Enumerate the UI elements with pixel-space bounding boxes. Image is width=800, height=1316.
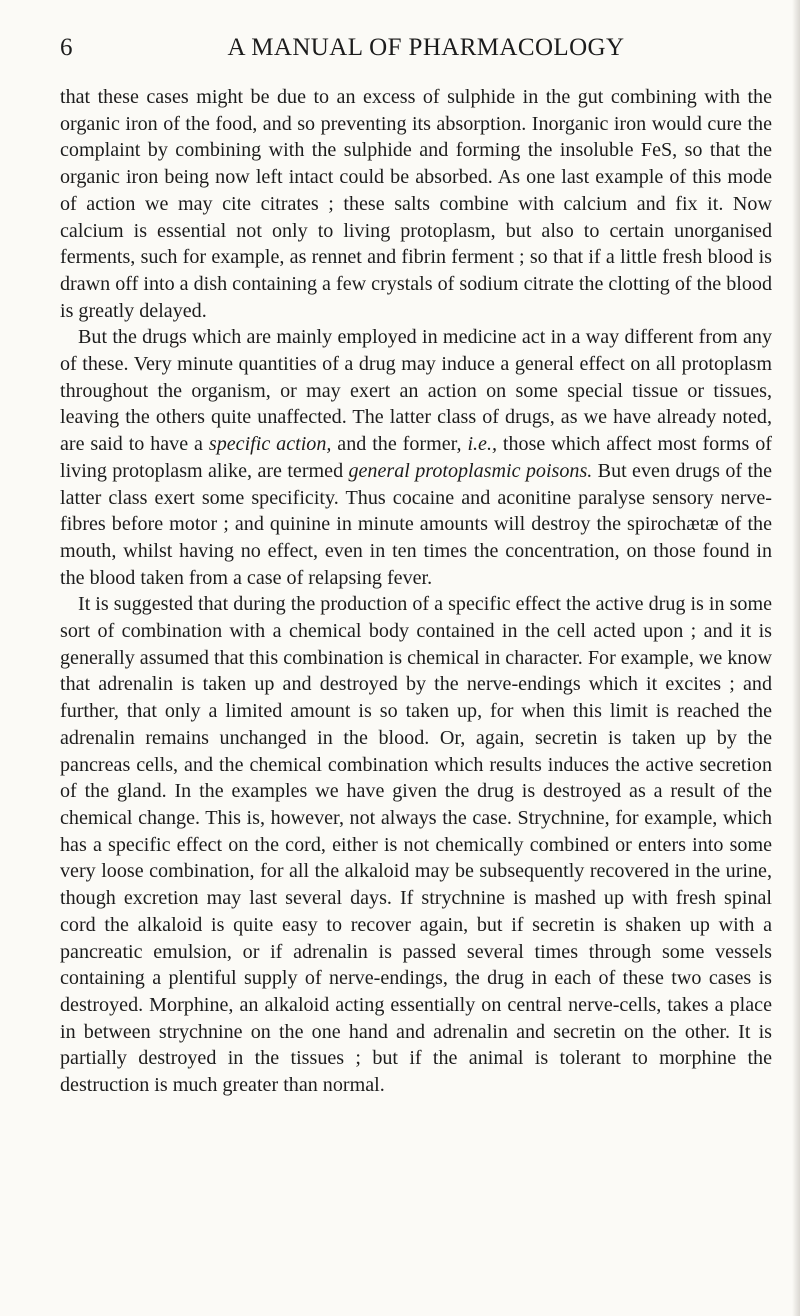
term-specific-action: specific action, [208, 433, 332, 456]
paragraph-2-text-b: and the former, [331, 433, 468, 456]
paragraph-3 [60, 591, 772, 1098]
paragraph-1 [60, 84, 772, 324]
term-general-protoplasmic-poisons: general protoplasmic poisons. [348, 459, 593, 482]
paragraph-2-text-d: But even drugs of the latter class exert some specificity. Thus cocaine and aconitine paralyse sensory nerve-fibres before motor ; and quinine in minute amounts will destroy the spirochætæ of the mouth, whilst having no effect, even in ten times the concentration, on those found in the blood taken from a case of relapsing fever. [60, 459, 772, 589]
abbr-ie: i.e., [467, 433, 498, 456]
book-page [60, 34, 772, 1099]
paragraph-1-text: that these cases might be due to an excess of sulphide in the gut combining with the organic iron of the food, and so preventing its absorption. Inorganic iron would cure the complaint by combining with the sulphide and forming the insoluble FeS, so that the organic iron being now left intact could be absorbed. As one last example of this mode of action we may cite citrates ; these salts combine with calcium and fix it. Now calcium is essential not only to living protoplasm, but also to certain unorganised ferments, such for example, as rennet and fibrin ferment ; so that if a little fresh blood is drawn off into a dish containing a few crystals of sodium citrate the clotting of the blood is greatly delayed. [60, 86, 772, 322]
page-edge-shadow [792, 0, 800, 1316]
paragraph-3-text: It is suggested that during the production of a specific effect the active drug is in some sort of combination with a chemical body contained in the cell acted upon ; and it is generally assumed that this combination is chemical in character. For example, we know that adrenalin is taken up and destroyed by the nerve-endings which it excites ; and further, that only a limited amount is so taken up, for when this limit is reached the adrenalin remains unchanged in the blood. Or, again, secretin is taken up by the pancreas cells, and the chemical combination which results induces the active secretion of the gland. In the examples we have given the drug is destroyed as a result of the chemical change. This is, however, not always the case. Strychnine, for example, which has a specific effect on the cord, either is not chemically combined or enters into some very loose combination, for all the alkaloid may be subsequently recovered in the urine, though excretion may last several days. If strychnine is mashed up with fresh spinal cord the alkaloid is quite easy to recover again, but if secretin is shaken up with a pancreatic emulsion, or if adrenalin is passed several times through some vessels containing a plentiful supply of nerve-endings, the drug in each of these two cases is destroyed. Morphine, an alkaloid acting essentially on central nerve-cells, takes a place in between strychnine on the one hand and adrenalin and secretin on the other. It is partially destroyed in the tissues ; but if the animal is tolerant to morphine the destruction is much greater than normal. [60, 593, 772, 1097]
running-title: A MANUAL OF PHARMACOLOGY [227, 34, 625, 61]
paragraph-2-text-a: But the drugs which are mainly employed in medicine act in a way different from any of these. Very minute quantities of a drug may induce a general effect on all protoplasm throughout the organism, or may exert an action on some special tissue or tissues, leaving the others quite unaffected. The latter class of drugs, as we have already noted, are said to have a [60, 326, 772, 456]
page-body [60, 84, 772, 1099]
page-number: 6 [60, 34, 73, 61]
paragraph-2 [60, 324, 772, 591]
paragraph-2-text-c: those which affect most forms of living protoplasm alike, are termed [60, 433, 772, 482]
running-header [60, 34, 772, 66]
